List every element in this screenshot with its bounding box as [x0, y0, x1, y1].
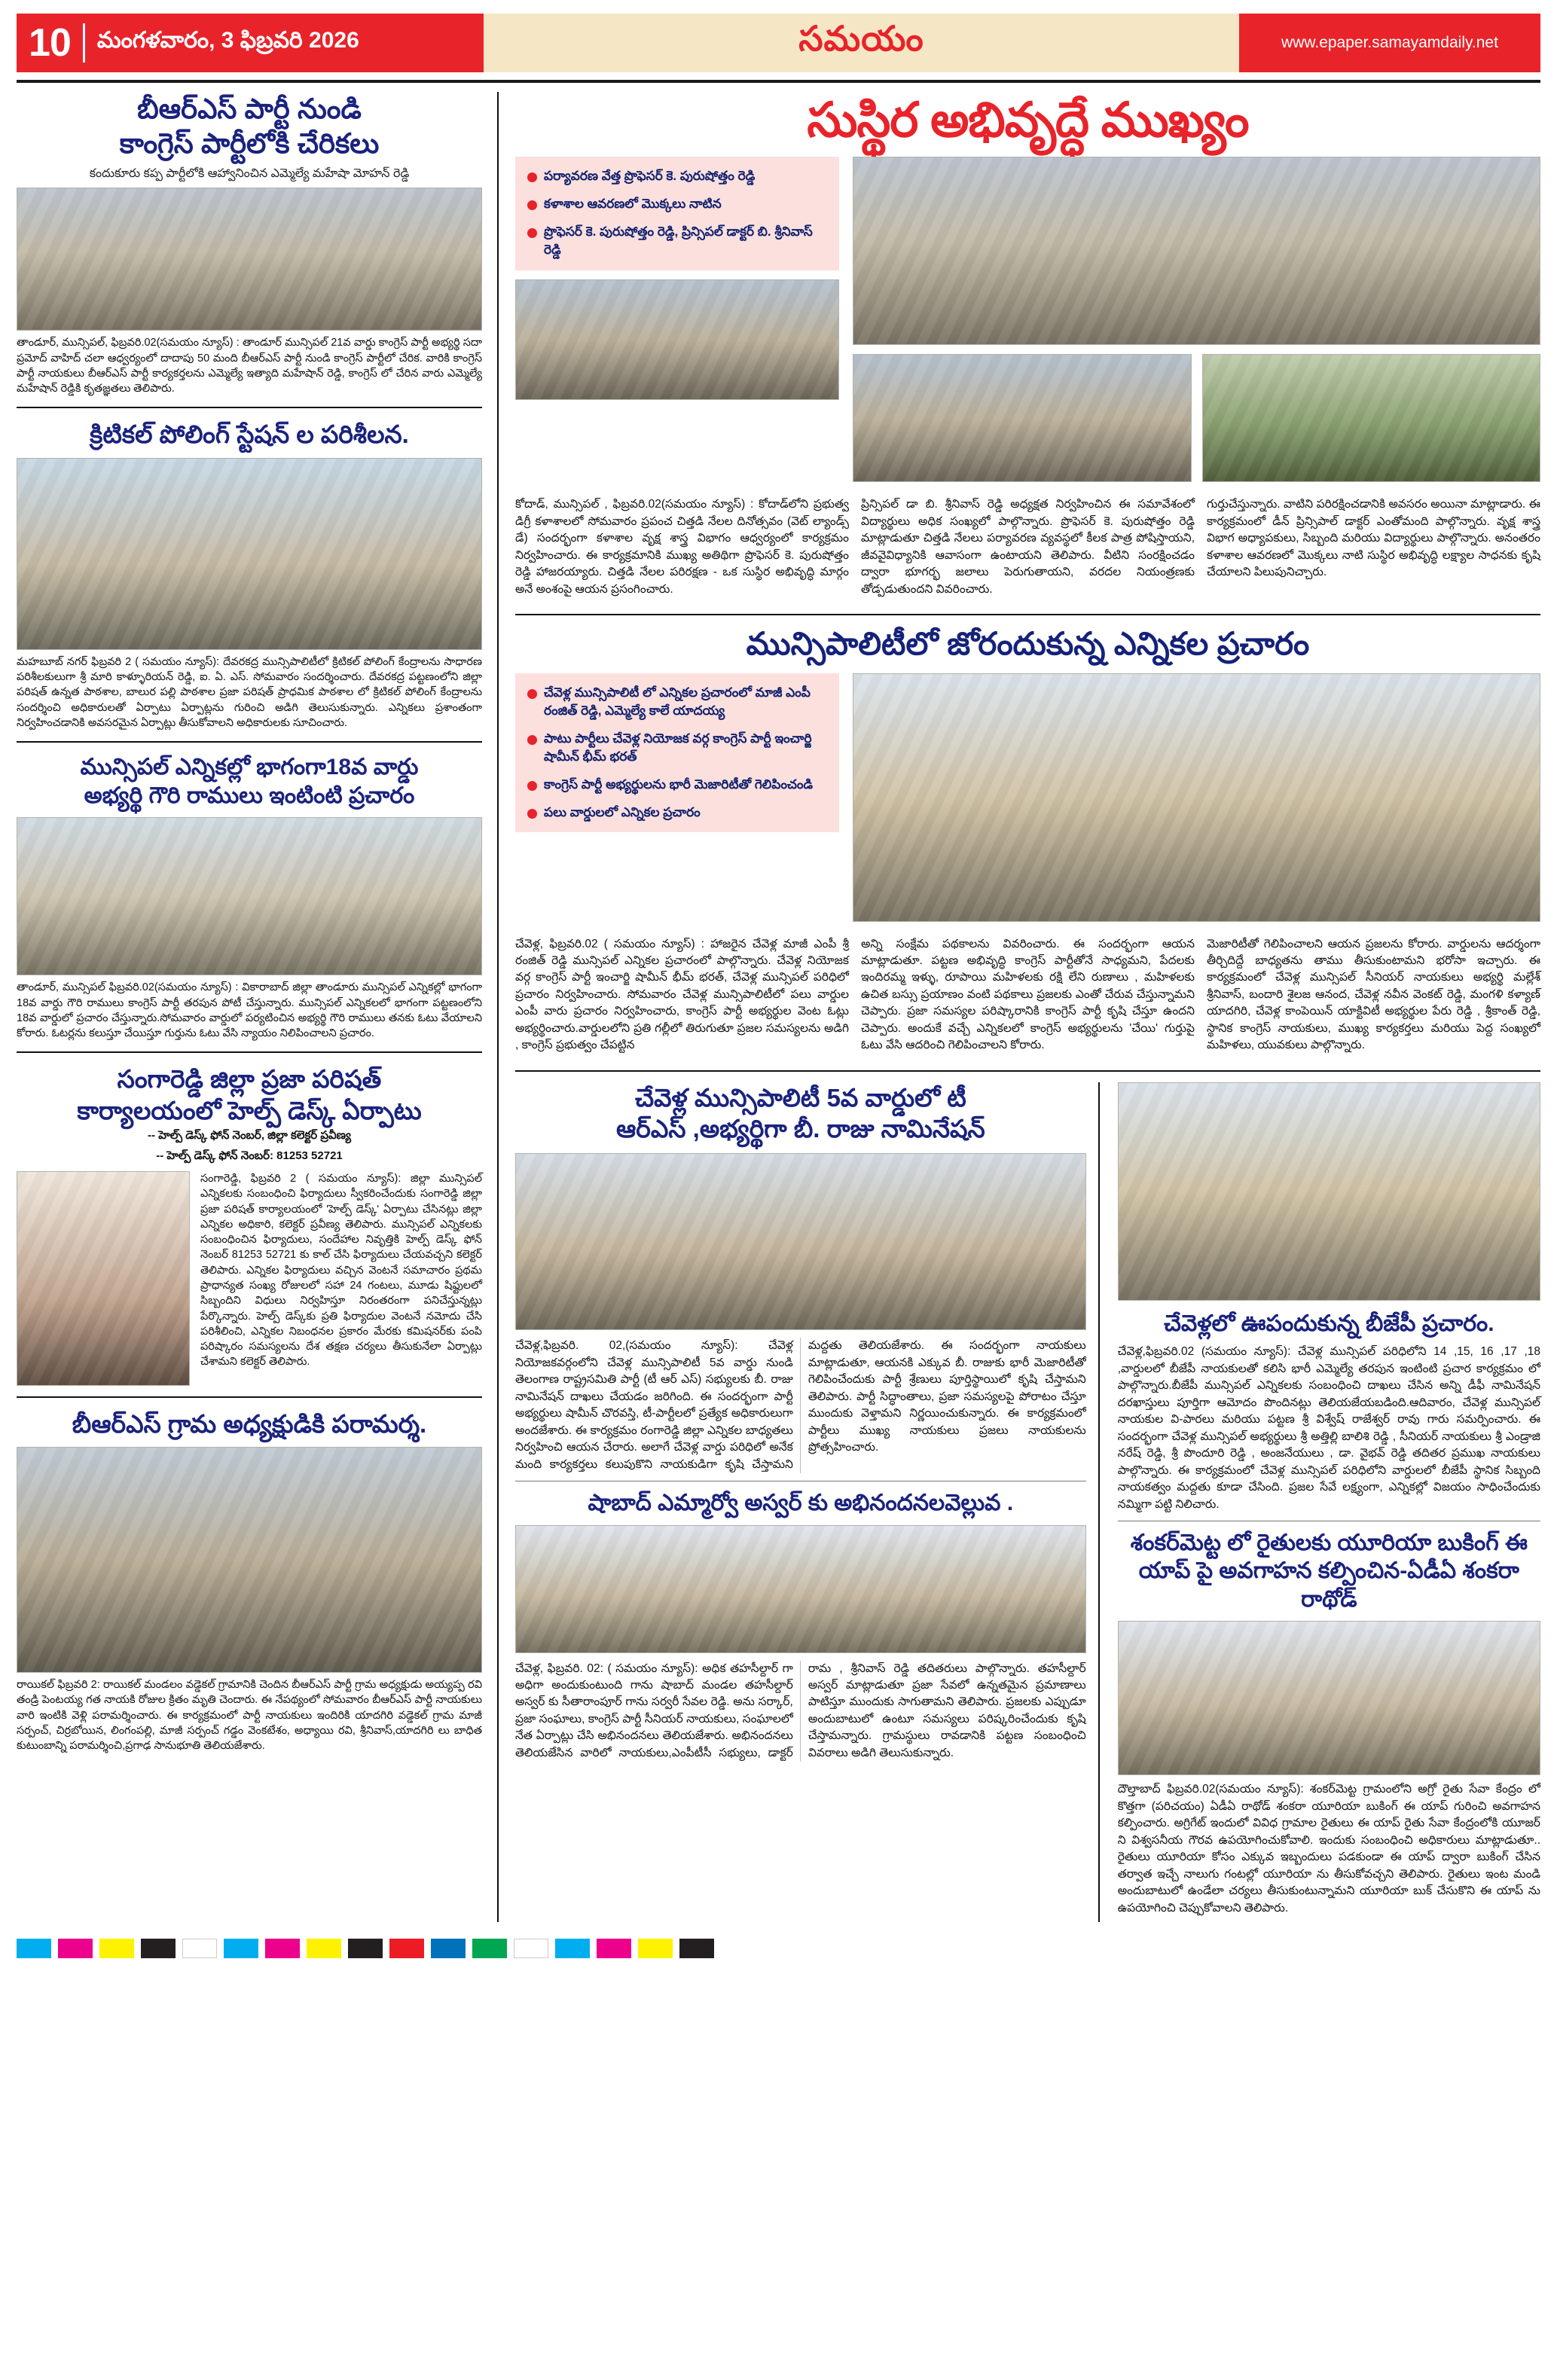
- color-swatch: [679, 1939, 714, 1958]
- article-body-col2: ప్రిన్సిపల్ డా బి. శ్రీనివాస్ రెడ్డి అధ్యక్షత నిర్వహించిన ఈ సమావేశంలో విద్యార్థులు అధిక సంఖ్యలో పాల్గొన్నారు. ప్రొఫెసర్ కె. పురుషోత్తం రెడ్డి మాట్లాడుతూ చిత్తడి నేలలు పర్యావరణ వ్యవస్థలో కీలక పాత్ర పోషిస్తాయని, జీవవైవిధ్యానికి ఆవాసంగా ఉంటాయని తెలిపారు. వీటిని సంరక్షించడం ద్వారా భూగర్భ జలాలు పెరుగుతాయని, వరదల నియంత్రణకు తోడ్పడుతుందని వివరించారు.: [861, 498, 1195, 596]
- article-headline-line1: చేవెళ్ల మున్సిపాలిటీ 5వ వార్డులో టీ: [634, 1083, 966, 1112]
- photo-caption: దౌల్తాబాద్ ఫిబ్రవరి.02(సమయం న్యూస్): శంకర్‌మెట్ట గ్రామంలోని అగ్రో రైతు సేవా కేంద్రం లో కొత్తగా (పరిచయం) ఏడీఏ రాథోడ్ శంకరా యూరియా బుకింగ్ ఈ యాప్ గురించి అవగాహన కల్పించారు. అగ్రిగేట్ ఇందులో వివిధ గ్రామాల రైతులు ఈ యాప్ రైతు సేవా కేంద్రంలోకి యూజర్ ని విశ్వసనీయ గౌరవ ఉపయోగించుకోవాలి. ఇందుకు సంబంధించి అధికారులు మాట్లాడుతూ.. రైతులు యూరియా కోసం ఎక్కువ ఇబ్బందులు పడకుండా ఈ యాప్ ద్వారా బుకింగ్ చేసిన తర్వాత ఇచ్చే నాలుగు గంటల్లో యూరియా ను తీసుకోవచ్చని తెలిపారు. రైతులు ఇంట మండి అందుబాటులో ఉండేలా చర్యలు తీసుకుంటున్నామని యూరియా బుక్ చేసుకొని ఈ యాప్ ను ఉపయోగించి చెప్పుకోవాలని తెలిపారు.: [1117, 1783, 1540, 1915]
- color-swatch: [389, 1939, 424, 1958]
- bullet-item: [527, 223, 827, 260]
- bullet-text: పలు వార్డులలో ఎన్నికల ప్రచారం: [544, 804, 701, 819]
- bullet-dot-icon: [527, 809, 537, 819]
- tent-meeting-photo: [17, 1447, 482, 1673]
- bullet-text: పాటు పార్టీలు చేవెళ్ల నియోజక వర్గ కాంగ్రెస్ పార్టీ ఇంచార్జి షామీన్ భీమ్ భరత్: [544, 731, 812, 764]
- page-number: 10: [29, 21, 71, 65]
- article-help-desk: [17, 1063, 482, 1386]
- article-headline-line2: కార్యాలయంలో హెల్ప్ డెస్క్ ఏర్పాటు: [77, 1096, 422, 1124]
- article-body-col1: కోదాడ్, మున్సిపల్ , ఫిబ్రవరి.02(సమయం న్యూస్) : కోదాడ్‌లోని ప్రభుత్వ డిగ్రీ కళాశాలలో సోమవారం ప్రపంచ చిత్తడి నేలల దినోత్సవం (వెట్ ల్యాండ్స్ డే) సందర్భంగా కళాశాల వృక్ష శాస్త్ర విభాగం ఆధ్వర్యంలో కార్యక్రమం నిర్వహించారు. ఈ కార్యక్రమానికి ముఖ్య అతిథిగా ప్రొఫెసర్ కె. పురుషోత్తం రెడ్డి హాజరయ్యారు. చిత్తడి నేలల పరిరక్షణ - ఒక సుస్థిర అభివృద్ధి మార్గం అనే అంశంపై ఆయన ప్రసంగించారు.: [515, 498, 849, 596]
- bullet-text: పర్యావరణ వేత్త ప్రొఫెసర్ కె. పురుషోత్తం రెడ్డి: [544, 169, 756, 184]
- crowd-welcome-photo: [17, 188, 482, 331]
- main-bullet-box: [515, 157, 839, 270]
- website-url[interactable]: www.epaper.samayamdaily.net: [1239, 14, 1540, 72]
- color-swatch: [265, 1939, 300, 1958]
- seminar-hall-photo: [853, 157, 1540, 345]
- color-swatch: [638, 1939, 673, 1958]
- bullet-item: [527, 776, 827, 795]
- article-separator: [17, 741, 482, 743]
- polling-station-inspection-photo: [17, 458, 482, 650]
- article-separator: [17, 1051, 482, 1053]
- article-ward18-campaign: [17, 753, 482, 1041]
- color-swatch: [141, 1939, 176, 1958]
- color-swatch: [348, 1939, 383, 1958]
- bullet-text: చేవెళ్ల మున్సిపాలిటీ లో ఎన్నికల ప్రచారంలో మాజీ ఎంపీ రంజిత్ రెడ్డి, ఎమ్మెల్యే కాలే యాదయ్య: [544, 685, 811, 719]
- article-separator: [515, 614, 1540, 615]
- print-registration-colorbar: [17, 1939, 1540, 1958]
- agriculture-officer-photo: [1118, 1621, 1540, 1775]
- campaign-bullet-box: [515, 673, 839, 833]
- color-swatch: [472, 1939, 507, 1958]
- left-column: [17, 92, 499, 1922]
- right-column: [499, 92, 1540, 1922]
- main-banner-headline: సుస్థిర అభివృద్ధే ముఖ్యం: [807, 93, 1249, 147]
- article-headline: చేవెళ్లలో ఊపందుకున్న బీజేపీ ప్రచారం.: [1164, 1311, 1494, 1336]
- article-body: సంగారెడ్డి, ఫిబ్రవరి 2 ( సమయం న్యూస్): జిల్లా మున్సిపల్ ఎన్నికలకు సంబంధించి ఫిర్యాదులు స్వీకరించేందుకు సంగారెడ్డి జిల్లా ప్రజా పరిషత్ కార్యాలయంలో 'హెల్ప్ డెస్క్' ఏర్పాటు చేసినట్లు జిల్లా ఎన్నికల అధికారి, కలెక్టర్ ప్రవీణ్య తెలిపారు. మున్సిపల్ ఎన్నికలకు సంబంధించిన ఫిర్యాదులు, సందేహాల నివృత్తికి హెల్ప్ డెస్క్ ఫోన్ నెంబర్ 81253 52721 కు కాల్ చేసి ఫిర్యాదులు చేయవచ్చని కలెక్టర్ తెలిపారు. ఎన్నికల ఫిర్యాదులు వచ్చిన వెంటనే సమాచారం ప్రథమ ప్రాధాన్యత సంఖ్య రోజులలో సహా 24 గంటలు, మూడు షిఫ్టులలో సిబ్బందిని విధులు నిర్వహిస్తూ నిరంతరంగా పనిచేస్తున్నట్లు పేర్కొన్నారు. హెల్ప్ డెస్క్‌కు ప్రతి ఫిర్యాదుల వెంటనే నమోదు చేసి పరిశీలించి, ఎన్నికల నిబంధనల ప్రకారం మేరకు కమిషనర్‌కు పంపి పరిష్కారం సమస్యలను దేశ తక్షణ చర్యలు తీసుకునేలా ఏర్పాట్లు చేశామని కలెక్టర్ తెలిపారు.: [200, 1172, 482, 1368]
- bullet-text: కాంగ్రెస్ పార్టీ అభ్యర్థులను భారీ మెజారిటీతో గెలిపించండి: [544, 777, 814, 792]
- bullet-item: [527, 730, 827, 767]
- color-swatch: [597, 1939, 631, 1958]
- article-body-col2: అన్ని సంక్షేమ పథకాలను వివరించారు. ఈ సందర్భంగా ఆయన మాట్లాడుతూ. పట్టణ అభివృద్ధి కాంగ్రెస్ పార్టీతోనే సాధ్యమని, పేదలకు ఇందిరమ్మ ఇళ్ళు, రూపాయి మహిళలకు రక్షి లేని రుణాలు , మహిళలకు ఉచిత బస్సు ప్రయాణం వంటి పథకాలు ప్రజలకు ఎంతో చేరువ చేస్తున్నామని చెప్పారు. ప్రజా సమస్యల పరిష్కారానికి కాంగ్రెస్ పార్టీ కృషి చేస్తూ ఉందని చెప్పారు. అందుకే వచ్చే ఎన్నికలలో కాంగ్రెస్ అభ్యర్థులను 'చేయి' గుర్తుపై ఓటు వేసి ఆదరించి గెలిపించాలని కోరారు.: [861, 937, 1195, 1052]
- bullet-item: [527, 195, 827, 214]
- dignitary-photo: [853, 354, 1192, 482]
- photo-caption: మహబూబ్ నగర్ ఫిబ్రవరి 2 ( సమయం న్యూస్): దేవరకద్ర మున్సిపాలిటీలో క్రిటికల్ పోలింగ్ కేంద్రాలను సాధారణ పరిశీలకులుగా శ్రీ మారి కాళ్ళూరియన్ రెడ్డి, ఐ. ఏ. ఎస్. సోమవారం సందర్శించారు. దేవరకద్ర పట్టణంలోని జిల్లా పరిషత్ ఉన్నత పాఠశాల, బాలుర పల్లి పాఠశాల ప్రజా పరిషత్ ప్రాధమిక పాఠశాల లో క్రిటికల్ పోలింగ్ కేంద్రాలను సందర్శించి అధికారులతో ఏర్పాటు ఏర్పాట్లను గురించి అడిగి తెలుసుకున్నారు. ఎన్నికలు ప్రశాంతంగా నిర్వహించడానికి అవసరమైన ఏర్పాట్లు తీసుకోవాలని అధికారులకు సూచించారు.: [17, 655, 482, 729]
- bullet-text: కళాశాల ఆవరణలో మొక్కలు నాటిన: [544, 197, 722, 212]
- bullet-item: [527, 684, 827, 721]
- article-headline-line1: శంకర్‌మెట్ట లో రైతులకు యూరియా బుకింగ్ ఈ: [1130, 1530, 1528, 1555]
- bullet-dot-icon: [527, 172, 537, 182]
- article-headline-line1: మున్సిపల్ ఎన్నికల్లో భాగంగా18వ వార్డు: [80, 755, 419, 780]
- plantation-photo: [1202, 354, 1541, 482]
- paper-name: సమయం: [798, 19, 924, 58]
- article-condolence-visit: [17, 1408, 482, 1754]
- article-brs-to-congress: [17, 92, 482, 396]
- photo-caption: రాయికల్ ఫిబ్రవరి 2: రాయికల్ మండలం వడ్డెకల్ గ్రామానికి చెందిన బీఆర్‌ఎస్ పార్టీ గ్రామ అధ్యక్షుడు అయ్యప్ప రవి తండ్రి పెంటయ్య గత నాయకి రోజుల క్రితం మృతి చెందారు. ఈ నేపథ్యంలో సోమవారం బీఆర్‌ఎస్ పార్టీ నాయకులు వారి ఇంటికి వెళ్లి పరామర్శించారు. ఈ కార్యక్రమంలో పార్టీ నాయకులు ఇందిరికి యాదగిరి వడ్డెకల్ గ్రామ మాజీ సర్పంచ్, చిర్రబోయిన, లింగంపల్లి, మాజీ సర్పంచ్ గడ్డం వెంకటేశం, అధ్యాయి రవి, శ్రీనివాస్,యాదగిరి లు బాధిత కుటుంబాన్ని పరామర్శించి,ప్రగాఢ సానుభూతి తెలియజేశారు.: [17, 1679, 482, 1753]
- photo-caption: తాండూర్, మున్సిపల్, ఫిబ్రవరి.02(సమయం న్యూస్) : తాండూర్ మున్సిపల్ 21వ వార్డు కాంగ్రెస్ పార్టీ అభ్యర్థి సదా ప్రమోద్ వాహిద్ చలా ఆధ్వర్యంలో దాదాపు 50 మంది బీఆర్‌ఎస్ పార్టీ నుండి కాంగ్రెస్ పార్టీలో చేరిక. వారికి కాంగ్రెస్ పార్టీ నాయకులు బీఆర్‌ఎస్ పార్టీ కార్యకర్తలను ఎమ్మెల్యే ఇత్యాది మహేషాన్ రెడ్డి, కాంగ్రెస్ లో చేరిన వారు ఎమ్మెల్యే మహేషాన్ రెడ్డికి కృతజ్ఞతలు తెలిపారు.: [17, 337, 482, 395]
- article-body: చేవెళ్ల,ఫిబ్రవరి. 02,(సమయం న్యూస్): చేవెళ్ల నియోజకవర్గంలోని చేవెళ్ల మున్సిపాలిటీ 5వ వార్డు నుండి తెలంగాణ రాష్ట్రసమితి పార్టీ (టీ ఆర్ ఎస్) సభ్యులకు బీ. రాజు నామినేషన్ దాఖలు చేయడం జరిగింది. ఈ సందర్భంగా పార్టీ అభ్యర్థులు షామీన్ చొరవస్తి, టీ-పార్టీలలో ప్రత్యేక అధికారులుగా అందజేశారు. ఈ కార్యక్రమం రంగారెడ్డి జిల్లా ఎన్నికల బాధ్యతలు నిర్వహించి ఆయన చేరారు. అలాగే చేవెళ్ల వార్డు పరిధిలో అనేక మంది కార్యకర్తలు కలుపుకొని నాయకుడిగా కృషి చేస్తామని మద్దతు తెలియజేశారు. ఈ సందర్భంగా నాయకులు మాట్లాడుతూ, ఆయనకి ఎక్కువ బీ. రాజుకు భారీ మెజారిటీతో గెలిపించేందుకు పార్టీ శ్రేణులు పూర్తిస్థాయిలో కృషి చేస్తామని తెలిపారు. పార్టీ సిద్ధాంతాలు, ప్రజా సమస్యలపై పోరాటం చేస్తూ ముందుకు వెళ్తామని నిర్ణయించుకున్నారు. ఈ కార్యక్రమంలో పార్టీలు ముఖ్య నాయకులు ప్రజలు నాయకులను ప్రోత్సహించారు.: [515, 1339, 1086, 1471]
- audience-photo: [515, 279, 839, 400]
- color-swatch: [17, 1939, 51, 1958]
- bullet-item: [527, 804, 827, 822]
- article-headline: క్రిటికల్ పోలింగ్ స్టేషన్ ల పరిశీలన.: [90, 420, 409, 449]
- door-to-door-campaign-photo: [17, 817, 482, 975]
- article-body-col3: గుర్తుచేస్తున్నారు. వాటిని పరిరక్షించడానికి అవసరం అయినా మాట్లాడారు. ఈ కార్యక్రమంలో డీన్ ప్రిన్సిపాల్ డాక్టర్ ఎంతోమంది పాల్గొన్నారు. వృక్ష శాస్త్ర విభాగ అధ్యాపకులు, సిబ్బంది మరియు విద్యార్థులు పాల్గొన్నారు. అనంతరం కళాశాల ఆవరణలో మొక్కలు నాటి సుస్థిర అభివృద్ధి లక్ష్యాల సాధనకు కృషి చేయాలని పిలుపునిచ్చారు.: [1207, 498, 1540, 579]
- article-body-col1: చేవెళ్ల, ఫిబ్రవరి.02 ( సమయం న్యూస్) : హాజరైన చేవెళ్ల మాజీ ఎంపీ శ్రీ రంజిత్ రెడ్డి మున్సిపల్ ఎన్నికల ప్రచారంలో పాల్గొన్నారు. చేవెళ్ల నియోజక వర్గ కాంగ్రెస్ పార్టీ ఇంచార్జి షామీన్ భీమ్ భరత్, చేవెళ్ల మున్సిపల్ పరిధిలో ప్రచారం నిర్వహించారు. సోమవారం చేవెళ్ల మున్సిపాలిటీలో పలు వార్డుల ఎంపీ వారు ప్రచారం నిర్వహించారు, కాంగ్రెస్ పార్టీ అభ్యర్థుల వెంట ఓట్లు అభ్యర్థించారు.వార్డులలోని ప్రతి గల్లీలో తిరుగుతూ ప్రజల సమస్యలను అడిగి , కాంగ్రెస్ ప్రభుత్వం చేపట్టిన: [515, 937, 849, 1052]
- color-swatch: [58, 1939, 93, 1958]
- article-headline-line1: సంగారెడ్డి జిల్లా ప్రజా పరిషత్: [117, 1065, 382, 1094]
- article-headline-line2: యాప్ పై అవగాహన కల్పించిన-ఏడీఏ శంకరా రాథోడ్: [1138, 1558, 1519, 1612]
- article-byline: -- హెల్ప్ డెస్క్ ఫోన్ నెంబర్, జిల్లా కలెక్టర్ ప్రవీణ్య: [148, 1128, 351, 1142]
- color-swatch: [224, 1939, 258, 1958]
- photo-caption: తాండూర్, మున్సిపల్ ఫిబ్రవరి.02(సమయం న్యూస్) : వికారాబాద్ జిల్లా తాండూరు మున్సిపల్ ఎన్నికల్లో భాగంగా 18వ వార్డు గౌరి రాములు కాంగ్రెస్ పార్టీ తరపున పోటీ చేస్తున్నారు. మున్సిపల్ ఎన్నికలలో భాగంగా పట్టణంలోని 18వ వార్డులో ప్రచారం చేస్తున్నారు.సోమవారం వార్డులో పర్యటించిన అభ్యర్థి గౌరి రాములు తనకు ఓటు వేయాలని కోరారు. ఓటర్లను కలుస్తూ చేయిస్తూ గుర్తును ఓటు వేసి న్యాయం నిలిపించాలని ప్రచారం.: [17, 981, 482, 1040]
- article-municipal-campaign: [515, 626, 1540, 1060]
- bullet-dot-icon: [527, 200, 537, 210]
- color-swatch: [182, 1939, 217, 1958]
- masthead-divider: [83, 23, 85, 63]
- color-swatch: [99, 1939, 134, 1958]
- bullet-dot-icon: [527, 781, 537, 791]
- bullet-dot-icon: [527, 735, 537, 745]
- article-separator: [515, 1070, 1540, 1072]
- article-headline-line2: కాంగ్రెస్ పార్టీలోకి చేరికలు: [119, 128, 380, 160]
- article-headline-line2: అభ్యర్థి గౌరి రాములు ఇంటింటి ప్రచారం: [84, 783, 415, 808]
- article-headline-line2: ఆర్‌ఎస్ ,అభ్యర్థిగా బీ. రాజు నామినేషన్: [615, 1115, 985, 1143]
- bullet-dot-icon: [527, 228, 537, 238]
- publication-date: మంగళవారం, 3 ఫిబ్రవరి 2026: [96, 27, 359, 53]
- color-swatch: [555, 1939, 590, 1958]
- article-headline: షాబాద్ ఎమ్మార్వో అస్వర్ కు అభినందనలవెల్లువ .: [588, 1491, 1014, 1516]
- article-polling-inspection: [17, 419, 482, 731]
- help-desk-phone: -- హెల్ప్ డెస్క్ ఫోన్ నెంబర్: 81253 52721: [156, 1149, 343, 1162]
- article-urea-booking-app: [1118, 1529, 1540, 1917]
- page-content: [17, 92, 1540, 1922]
- article-nomination: [515, 1082, 1086, 1473]
- article-separator: [17, 407, 482, 408]
- masthead: [17, 14, 1540, 72]
- article-subhead: కందుకూరు కప్ప పార్టీలోకి ఆహ్వానించిన ఎమ్మెల్యే మహేషా మోహన్ రెడ్డి: [89, 166, 410, 180]
- article-body: చేవెళ్ల,ఫిబ్రవరి.02 (సమయం న్యూస్): చేవెళ్ల మున్సిపల్ పరిధిలోని 14 ,15, 16 ,17 ,18 ,వార్డులలో బీజేపీ నాయకులతో కలిసి భారీ ఎమ్మెల్యే తరపున ఇంటింటి ప్రచార కార్యక్రమం లో పాల్గొన్నారు.బీజేపీ మున్సిపల్ ఎన్నికలకు సంబంధించి దాఖలు చేసిన అన్ని డీఫీ నామినేషన్ దరఖాస్తులు పూర్తిగా ఆమోదం పొందినట్లు తెలియజేయబడింది.ఆదివారం, చేవెళ్ల మున్సిపల్ నాయకుల వి-పారలు మరియు పట్టణ శ్రీ విశ్వేష్ రాజేశ్వర్ రావు గారు సమర్పించారు. ఈ సందర్భంగా చేవెళ్ల మున్సిపల్ అభ్యర్థులు శ్రీ అత్తిల్లి బాలిశి రెడ్డి , సీనియర్ నాయకులు శ్రీ ఎండ్రాజి నరేష్ రెడ్డి, శ్రీ పొందూరి రెడ్డి , అంజనేయులు , డా. వైభవ్ రెడ్డి తదితర ప్రముఖ నాయకులు పాల్గొన్నారు. ఈ కార్యక్రమంలో చేవెళ్ల మున్సిపల్ పరిధిలోని వార్డులలో బీజేపీ స్థానిక సిబ్బంది నాయకత్వం మద్దతు కూడా చేసింది. ప్రజల సేవే లక్ష్యంగా, ఎన్నికల్లో విజయం సాధించేందుకు నమ్మిగా పట్టి నిలిచారు.: [1117, 1345, 1540, 1511]
- article-separator: [17, 1396, 482, 1398]
- color-swatch: [431, 1939, 466, 1958]
- article-headline: బీఆర్‌ఎస్ గ్రామ అధ్యక్షుడికి పరామర్శ.: [72, 1409, 427, 1438]
- article-shabad-felicitation: [515, 1489, 1086, 1762]
- article-sustainable-development: [515, 93, 1540, 603]
- campaign-headline: మున్సిపాలిటీలో జోరందుకున్న ఎన్నికల ప్రచారం: [746, 626, 1310, 662]
- political-rally-photo: [853, 673, 1540, 922]
- masthead-center: [484, 14, 1239, 72]
- header-rule: [17, 80, 1540, 83]
- color-swatch: [514, 1939, 548, 1958]
- article-bjp-campaign: [1118, 1310, 1540, 1513]
- collector-portrait-photo: [17, 1171, 190, 1386]
- bullet-dot-icon: [527, 689, 537, 699]
- color-swatch: [307, 1939, 341, 1958]
- felicitation-photo: [515, 1525, 1086, 1653]
- bullet-text: ప్రొఫెసర్ కె. పురుషోత్తం రెడ్డి, ప్రిన్సిపల్ డాక్టర్ బి. శ్రీనివాస్ రెడ్డి: [544, 224, 813, 258]
- nomination-filing-photo: [515, 1153, 1086, 1330]
- bjp-campaign-photo: [1118, 1082, 1540, 1301]
- bullet-item: [527, 167, 827, 186]
- article-body: చేవెళ్ల, ఫిబ్రవరి. 02: ( సమయం న్యూస్): అధిక తహసీల్దార్ గా అధిగా అందుకుంటుంది గాను షాబాద్ మండల తహసీల్దార్ అస్వర్ కు సీతారాంపూర్ గాను సర్వరీ సేవల రెడ్డి. అను సర్కార్, ప్రజా సంఘాలు, కాంగ్రెస్ పార్టీ సీనియర్ నాయకులు, సంఘాలలో నేత ఏర్పాట్లు చేసి అభినందనలు తెలియజేశారు. అభినందనలు తెలియజేసిన వారిలో నాయకులు,ఎంపీటీసీ సభ్యులు, డాక్టర్ రామ , శ్రీనివాస్ రెడ్డి తదితరులు పాల్గొన్నారు. తహసీల్దార్ అస్వర్ మాట్లాడుతూ ప్రజా సేవలో ఉన్నతమైన ప్రమాణాలు పాటిస్తూ ముందుకు సాగుతామని తెలిపారు. ప్రజలకు ఎప్పుడూ అందుబాటులో ఉంటూ సమస్యలు పరిష్కరించేందుకు కృషి చేస్తామన్నారు. గ్రామస్థులు రావడానికి పట్టణ సంబంధించి వివరాలు అడిగి తెలుసుకున్నారు.: [515, 1661, 1086, 1759]
- article-headline-line1: బీఆర్‌ఎస్ పార్టీ నుండి: [137, 93, 362, 124]
- masthead-left: [17, 14, 484, 72]
- article-body-col3: మెజారిటీతో గెలిపించాలని ఆయన ప్రజలను కోరారు. వార్డులను ఆదర్శంగా తీర్చిదిద్దే బాధ్యతను తాము తీసుకుంటామని భరోసా ఇచ్చారు. ఈ కార్యక్రమంలో చేవెళ్ల మున్సిపల్ సీనియర్ నాయకులు అభ్యర్థి మల్లేశ్ శ్రీనివాస్, బందారి శైలజ ఆనంద, చేవెళ్ల నవీన వెంకట్ రెడ్డి, మంగళి కళ్యాణ్ యాదగిరి, చేవెళ్ల కాంపెయిన్ యాక్టివిటీ అభ్యర్థుల పేరు రెడ్డి , శ్రీకాంత్ రెడ్డి, స్థానిక కాంగ్రెస్ నాయకులు, ముఖ్య కార్యకర్తలు మరియు పెద్ద సంఖ్యలో మహిళలు, యువకులు పాల్గొన్నారు.: [1207, 937, 1540, 1052]
